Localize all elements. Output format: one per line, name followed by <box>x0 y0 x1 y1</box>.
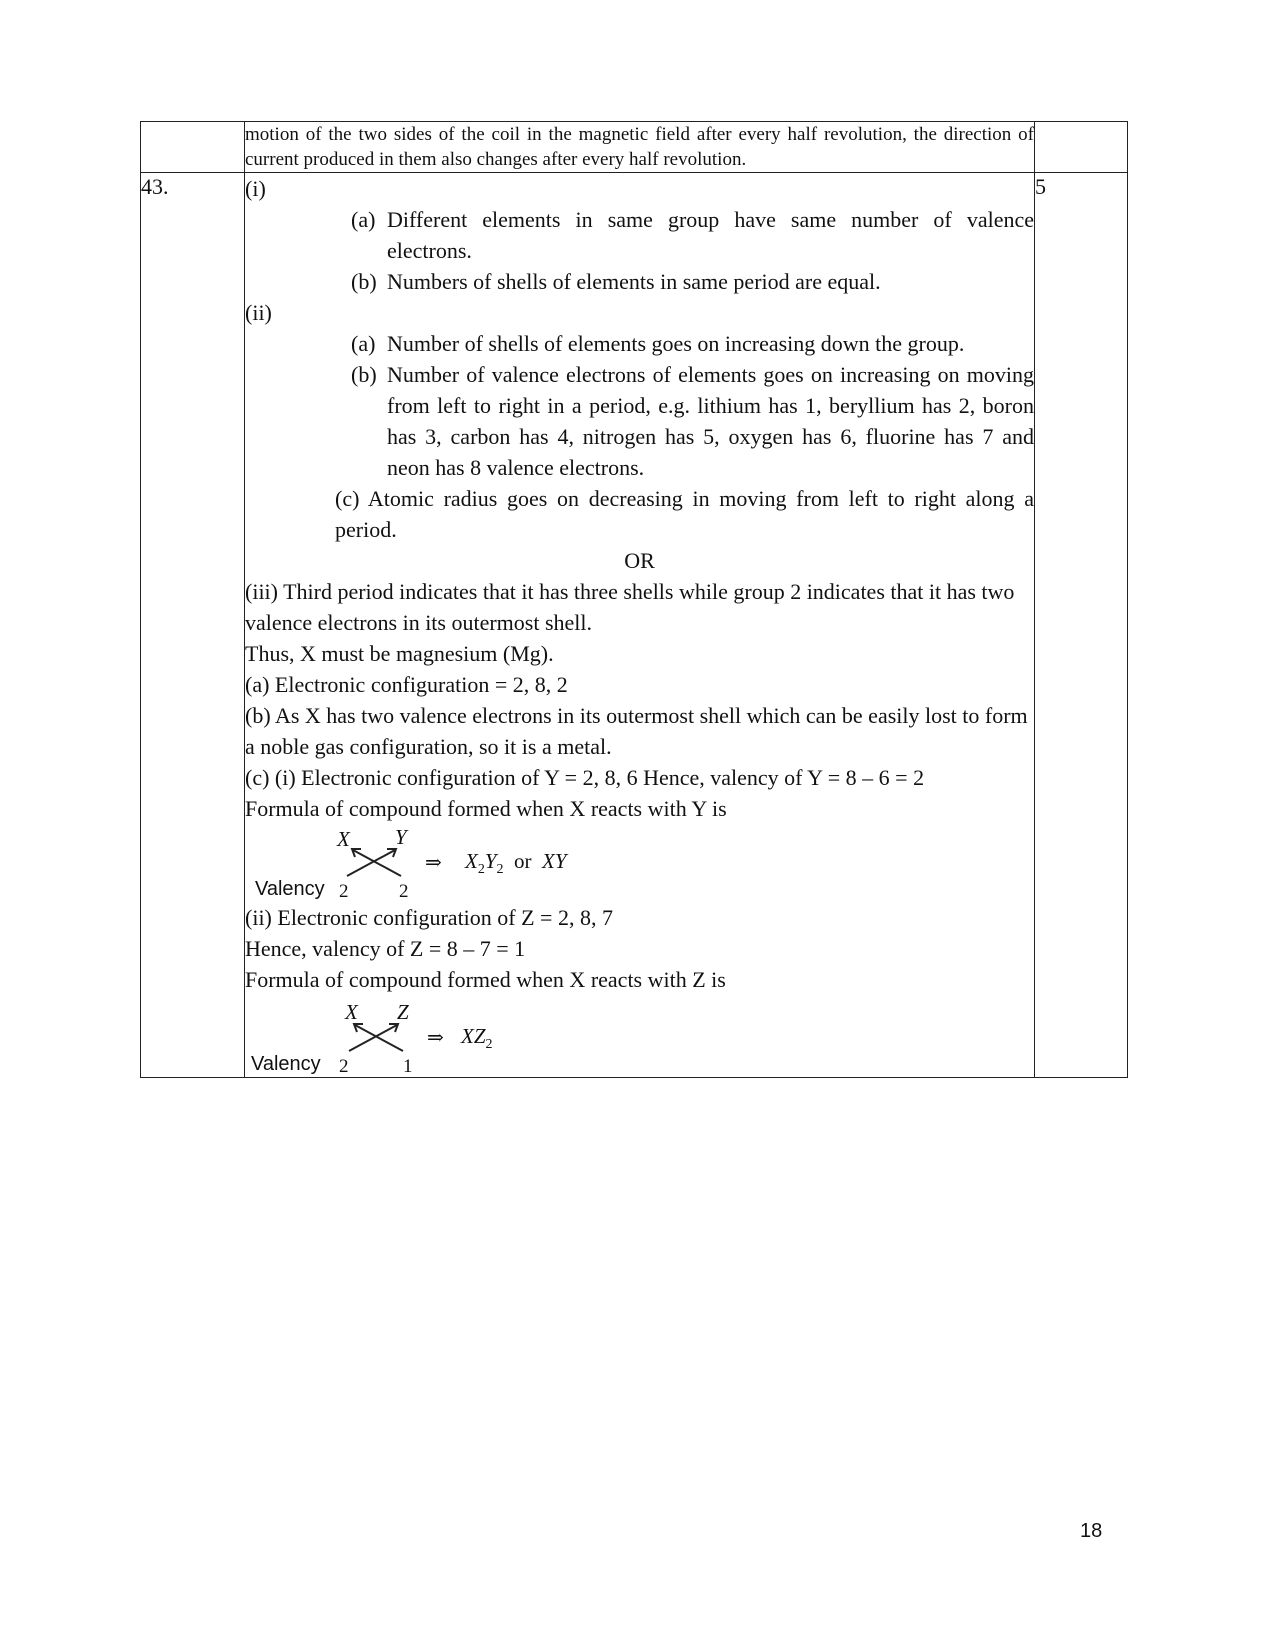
item-text: Different elements in same group have same number of valence electrons. <box>387 207 1034 263</box>
or-word: or <box>514 849 532 873</box>
part-iii-line: (c) (i) Electronic configuration of Y = 2, 8, 6 Hence, valency of Y = 8 – 6 = 2 <box>245 765 925 790</box>
valency-label: Valency <box>255 878 325 900</box>
qno-cell-empty <box>141 122 245 173</box>
symbol-x: X <box>337 827 350 851</box>
continuation-text: motion of the two sides of the coil in the magnetic field after every half revolution, the direction of current produced in them also changes after every half revolution. <box>245 122 1035 173</box>
valency-diagram-xz <box>245 995 1034 1077</box>
part-iii-block-2 <box>245 902 1034 995</box>
item-label: (a) <box>351 331 376 356</box>
marks: 5 <box>1035 173 1128 1078</box>
part-iii-line: Formula of compound formed when X reacts with Y is <box>245 796 727 821</box>
compound-formula-xy <box>465 846 567 885</box>
question-43-row <box>141 173 1128 1078</box>
valency-number-x: 2 <box>339 1056 349 1077</box>
formula-symbol: Y <box>484 849 497 873</box>
list-item <box>351 328 1034 359</box>
item-label: (a) <box>351 207 376 232</box>
part-iii-line: Hence, valency of Z = 8 – 7 = 1 <box>245 936 526 961</box>
crossover-arrows-icon <box>341 1019 411 1055</box>
item-label: (b) <box>351 362 377 387</box>
valency-number-x: 2 <box>339 881 349 902</box>
part-i-label: (i) <box>245 176 266 201</box>
valency-number-z: 1 <box>403 1056 413 1077</box>
compound-formula-xz <box>461 1021 493 1060</box>
formula-subscript: 2 <box>485 1037 493 1053</box>
part-iii-block <box>245 576 1034 824</box>
formula-symbol: X <box>465 849 478 873</box>
part-iii-line: Thus, X must be magnesium (Mg). <box>245 641 554 666</box>
list-item <box>351 266 1034 297</box>
implies-arrow-icon: ⇒ <box>425 852 442 874</box>
valency-diagram-xy <box>245 824 1034 902</box>
crossover-arrows-icon <box>339 844 409 880</box>
part-ii-label: (ii) <box>245 300 272 325</box>
list-item <box>351 359 1034 483</box>
or-divider: OR <box>624 548 655 573</box>
marks-cell-empty <box>1035 122 1128 173</box>
formula-alt: XY <box>542 849 567 873</box>
implies-arrow-icon: ⇒ <box>427 1027 444 1049</box>
page-number: 18 <box>1080 1520 1103 1542</box>
valency-label: Valency <box>251 1053 321 1075</box>
question-number: 43. <box>141 173 245 1078</box>
item-text: Numbers of shells of elements in same period are equal. <box>387 269 881 294</box>
formula-subscript: 2 <box>496 862 504 878</box>
answer-table <box>140 121 1128 1078</box>
part-i-items <box>351 204 1034 297</box>
part-iii-line: (a) Electronic configuration = 2, 8, 2 <box>245 672 568 697</box>
part-iii-line: (ii) Electronic configuration of Z = 2, 8, 7 <box>245 905 613 930</box>
part-iii-line: (iii) Third period indicates that it has three shells while group 2 indicates that it has two valence electrons in its outermost shell. <box>245 579 1015 635</box>
part-iii-line: (b) As X has two valence electrons in its outermost shell which can be easily lost to form a noble gas configuration, so it is a metal. <box>245 703 1028 759</box>
formula-symbol: XZ <box>461 1024 486 1048</box>
item-text: Number of shells of elements goes on increasing down the group. <box>387 331 965 356</box>
item-label: (b) <box>351 269 377 294</box>
list-item <box>351 204 1034 266</box>
part-iii-line: Formula of compound formed when X reacts with Z is <box>245 967 726 992</box>
item-text: Number of valence electrons of elements goes on increasing on moving from left to right in a period, e.g. lithium has 1, beryllium has 2, boron has 3, carbon has 4, nitrogen has 5, oxygen has 6, fluorine has 7 and neon has 8 valence electrons. <box>387 362 1034 480</box>
symbol-y: Y <box>395 825 407 849</box>
answer-body <box>245 173 1035 1078</box>
valency-number-y: 2 <box>399 881 409 902</box>
part-ii-item-c: (c) Atomic radius goes on decreasing in moving from left to right along a period. <box>335 486 1034 542</box>
symbol-z: Z <box>397 1000 409 1024</box>
continuation-row <box>141 122 1128 173</box>
formula-subscript: 2 <box>477 862 485 878</box>
symbol-x: X <box>345 1000 358 1024</box>
part-ii-items <box>351 328 1034 483</box>
